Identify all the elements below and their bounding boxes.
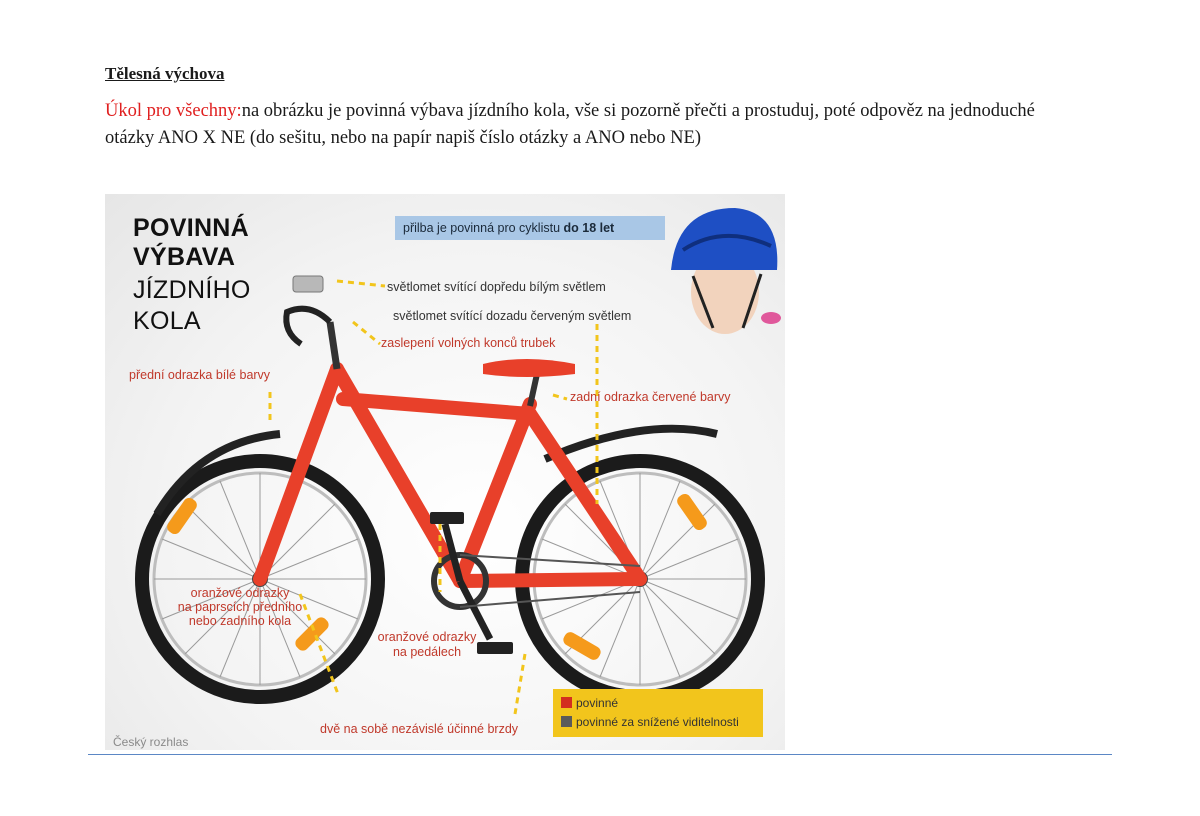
source-watermark: Český rozhlas xyxy=(113,735,189,749)
label-pedal-reflectors xyxy=(367,630,487,660)
label-spoke-reflectors-line-2: na paprscích předního xyxy=(177,600,303,614)
title-line-3: JÍZDNÍHO xyxy=(133,276,251,304)
title-line-1: POVINNÁ xyxy=(133,214,250,242)
label-pedal-reflectors-line-1: oranžové odrazky xyxy=(377,630,477,644)
task-paragraph xyxy=(105,98,1065,152)
section-heading: Tělesná výchova xyxy=(105,64,225,83)
label-spoke-reflectors xyxy=(165,586,315,628)
label-spoke-reflectors-line-1: oranžové odrazky xyxy=(190,586,290,600)
task-lead: Úkol pro všechny: xyxy=(105,101,242,121)
bicycle-equipment-infographic xyxy=(105,194,785,750)
helmet-note xyxy=(395,216,665,240)
label-spoke-reflectors-line-3: nebo zadního kola xyxy=(188,614,292,628)
title-line-4: KOLA xyxy=(133,307,201,335)
footer-rule xyxy=(88,754,1112,755)
label-rear-light: světlomet svítící dozadu červeným světlem xyxy=(393,309,632,323)
child-with-helmet-image xyxy=(653,200,783,350)
label-pedal-reflectors-line-2: na pedálech xyxy=(392,645,462,659)
title-line-2: VÝBAVA xyxy=(133,243,236,271)
legend-required xyxy=(561,695,618,711)
label-front-reflector: přední odrazka bílé barvy xyxy=(129,368,271,382)
helmet-note-text: přilba je povinná pro cyklistu xyxy=(403,221,564,235)
legend-low-visibility-swatch xyxy=(561,716,572,727)
task-text: na obrázku je povinná výbava jízdního kola, vše si pozorně přečti a prostuduj, poté odpověz na jednoduché otázky ANO X NE (do sešitu, nebo na papír napiš číslo otázky a ANO nebo NE) xyxy=(105,101,1035,148)
legend-required-swatch xyxy=(561,697,572,708)
label-brakes: dvě na sobě nezávislé účinné brzdy xyxy=(320,722,519,736)
label-rear-reflector: zadní odrazka červené barvy xyxy=(570,390,731,404)
legend-low-visibility xyxy=(561,714,739,730)
legend-low-visibility-label: povinné za snížené viditelnosti xyxy=(576,715,739,729)
label-tube-ends: zaslepení volných konců trubek xyxy=(381,336,556,350)
legend xyxy=(553,689,763,737)
label-front-light: světlomet svítící dopředu bílým světlem xyxy=(387,280,606,294)
legend-required-label: povinné xyxy=(576,696,619,710)
helmet-note-age: do 18 let xyxy=(563,221,615,235)
